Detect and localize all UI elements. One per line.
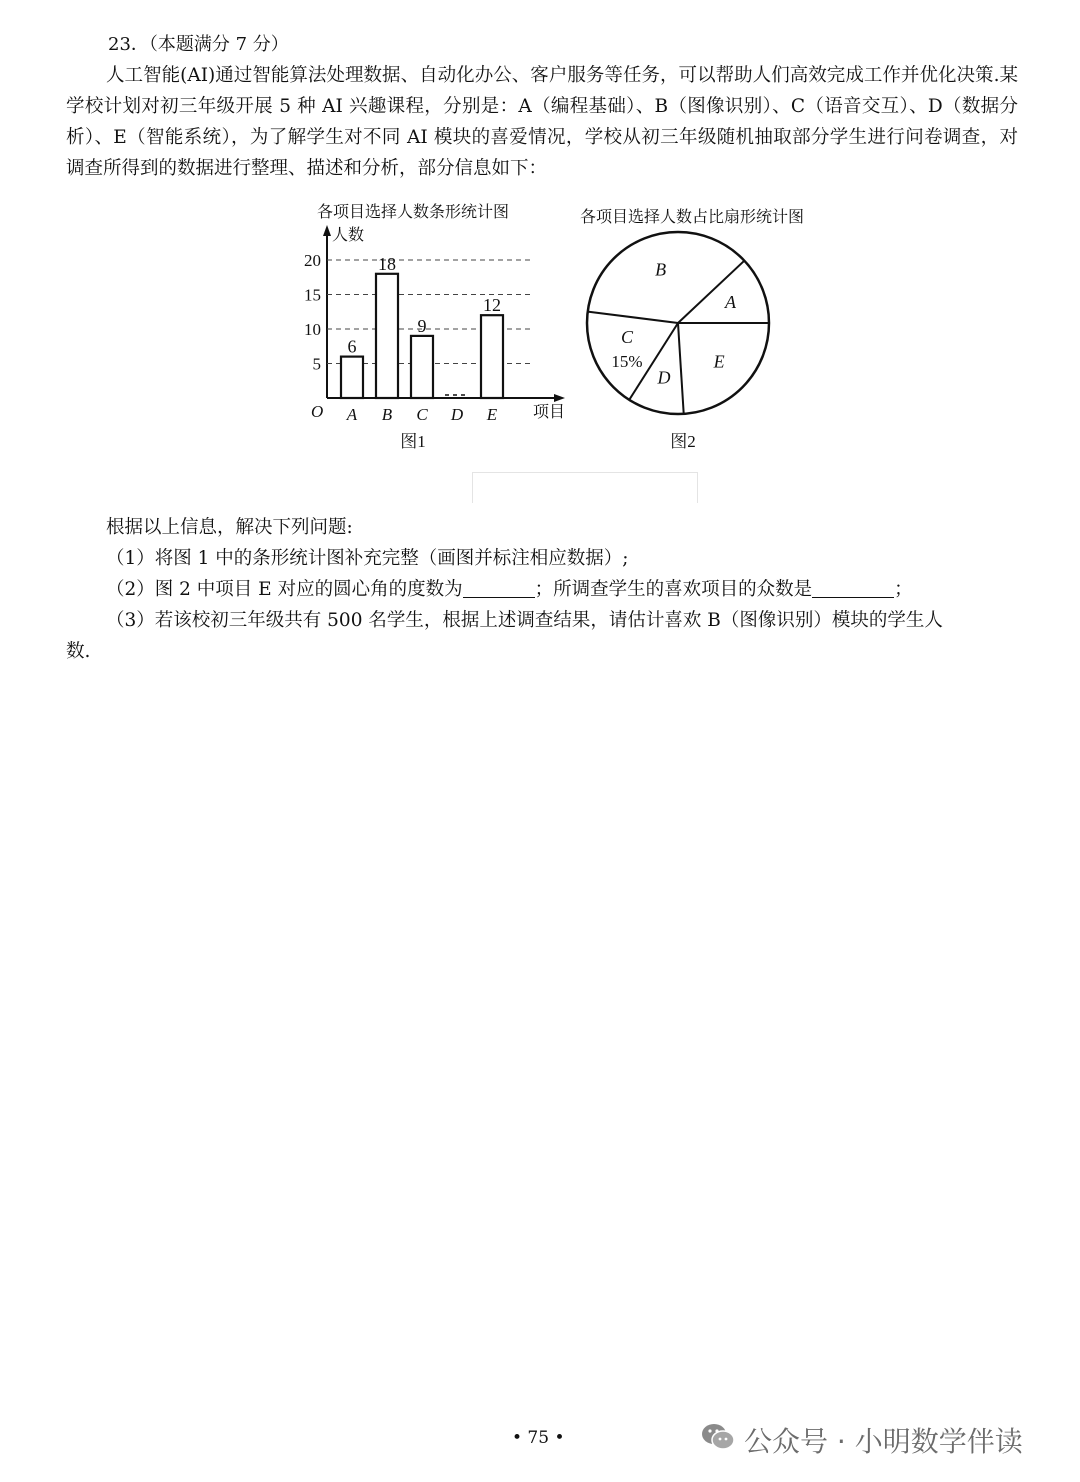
watermark-text: 公众号 · 小明数学伴读 (744, 1425, 1023, 1458)
question-2-part-a: （2）图 2 中项目 E 对应的圆心角的度数为 (106, 579, 463, 600)
figure-2-caption: 图2 (670, 432, 696, 451)
x-tick-label-E: E (486, 405, 498, 424)
bar-value-label-C: 9 (417, 315, 427, 336)
bar-A (341, 357, 363, 398)
x-tick-label-D: D (450, 405, 464, 424)
figure-1-caption: 图1 (400, 432, 426, 451)
figures-svg (295, 195, 835, 465)
answer-blank-mode[interactable] (812, 579, 894, 598)
bar-B (376, 274, 398, 398)
bar-value-label-A: 6 (347, 336, 357, 357)
bar-chart-title: 各项目选择人数条形统计图 (317, 204, 510, 221)
pie-slices (588, 261, 769, 414)
page-number: • 75 • (512, 1428, 565, 1448)
pie-label-A: A (724, 292, 736, 313)
figures (295, 195, 835, 465)
bar-value-label-E: 12 (483, 295, 501, 316)
y-axis-arrow (323, 225, 331, 236)
question-intro: 人工智能(AI)通过智能算法处理数据、自动化办公、客户服务等任务，可以帮助人们高效完成工作并优化决策.某学校计划对初三年级开展 5 种 AI 兴趣课程，分别是：A（编程基础）、B（图像识别）、C（语音交互）、D（数据分析）、E（智能系统），为了解学生对不同 AI 模块的喜爱情况，学校从初三年级随机抽取部分学生进行问卷调查，对调查所得到的数据进行整理、描述和分析，部分信息如下： (66, 65, 1018, 179)
bar-value-label-B: 18 (378, 253, 396, 274)
pie-boundary-C (588, 312, 678, 323)
pie-label-C: C (620, 327, 633, 348)
question-2-part-b: ；所调查学生的喜欢项目的众数是 (534, 579, 813, 600)
y-tick-label: 5 (312, 354, 321, 374)
x-tick-label-B: B (381, 405, 393, 424)
x-tick-label-C: C (416, 405, 428, 424)
y-tick-label: 15 (304, 285, 321, 305)
question-2-part-c: ； (894, 579, 913, 600)
question-1: （1）将图 1 中的条形统计图补充完整（画图并标注相应数据）; (106, 548, 629, 569)
bar-y-tick-labels (304, 251, 321, 374)
pie-label-D: D (657, 367, 671, 388)
y-tick-label: 20 (304, 251, 321, 270)
bar-category-labels (346, 405, 498, 424)
y-tick-label: 10 (304, 320, 321, 339)
questions-lead: 根据以上信息，解决下列问题: (106, 517, 353, 538)
bar-chart-ylabel: 人数 (332, 227, 365, 244)
question-2 (66, 574, 1018, 605)
bar-chart-xlabel: 项目 (533, 404, 566, 421)
pie-label-E: E (713, 351, 725, 372)
questions (66, 512, 1018, 667)
origin-label: O (311, 402, 324, 421)
x-tick-label-A: A (346, 405, 358, 424)
blank-box (472, 472, 698, 503)
pie-annotation-C: 15% (611, 352, 643, 372)
x-axis-arrow (554, 394, 565, 402)
bar-C (411, 336, 433, 398)
pie-chart-title: 各项目选择人数占比扇形统计图 (579, 209, 805, 226)
wechat-icon (700, 1421, 736, 1460)
question-3: （3）若该校初三年级共有 500 名学生，根据上述调查结果，请估计喜欢 B（图像识别）模块的学生人 (106, 610, 943, 631)
question-3-cont: 数. (66, 641, 91, 662)
pie-boundary-E (678, 323, 684, 414)
answer-blank-angle[interactable] (463, 579, 535, 598)
question-number: 23．（本题满分 7 分） (108, 34, 289, 55)
bar-E (481, 315, 503, 398)
watermark (700, 1418, 1023, 1462)
pie-label-B: B (655, 259, 667, 280)
